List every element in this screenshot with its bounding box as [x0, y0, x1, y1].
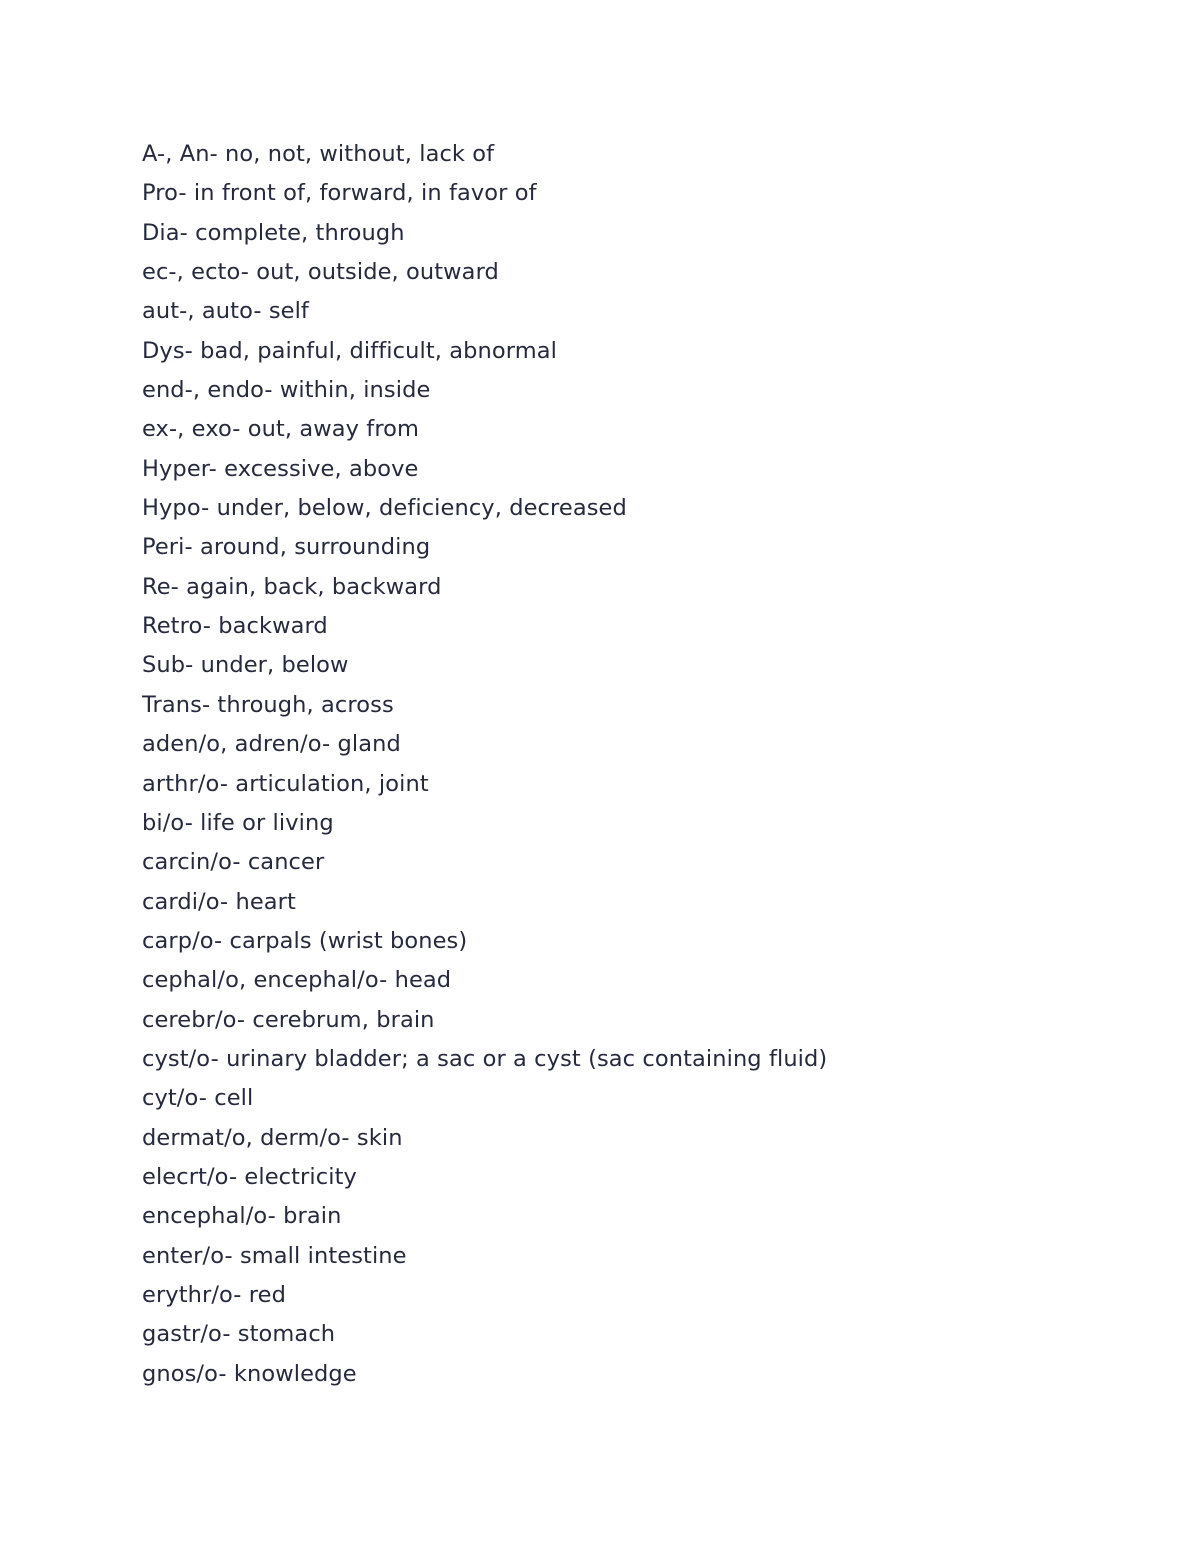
- term-line: enter/o- small intestine: [142, 1242, 407, 1269]
- term-line: Trans- through, across: [142, 691, 394, 718]
- term-list: [142, 135, 827, 1394]
- term-line: encephal/o- brain: [142, 1203, 342, 1230]
- term-line: Dys- bad, painful, difficult, abnormal: [142, 337, 557, 364]
- term-line: Re- again, back, backward: [142, 573, 442, 600]
- term-line: carp/o- carpals (wrist bones): [142, 927, 468, 954]
- term-line: Sub- under, below: [142, 652, 349, 679]
- term-line: Pro- in front of, forward, in favor of: [142, 180, 537, 207]
- term-line: erythr/o- red: [142, 1281, 286, 1308]
- term-line: gnos/o- knowledge: [142, 1360, 357, 1387]
- term-line: bi/o- life or living: [142, 809, 334, 836]
- term-line: carcin/o- cancer: [142, 849, 325, 876]
- term-line: Hyper- excessive, above: [142, 455, 419, 482]
- term-line: arthr/o- articulation, joint: [142, 770, 429, 797]
- term-line: cerebr/o- cerebrum, brain: [142, 1006, 435, 1033]
- term-line: aden/o, adren/o- gland: [142, 731, 401, 758]
- term-line: ex-, exo- out, away from: [142, 416, 420, 443]
- term-line: Retro- backward: [142, 613, 328, 640]
- term-line: Peri- around, surrounding: [142, 534, 431, 561]
- term-line: aut-, auto- self: [142, 298, 309, 325]
- term-line: gastr/o- stomach: [142, 1321, 336, 1348]
- term-line: cyt/o- cell: [142, 1085, 254, 1112]
- term-line: Hypo- under, below, deficiency, decreased: [142, 495, 627, 522]
- term-line: dermat/o, derm/o- skin: [142, 1124, 403, 1151]
- term-line: cyst/o- urinary bladder; a sac or a cyst (sac containing fluid): [142, 1045, 828, 1072]
- term-line: ec-, ecto- out, outside, outward: [142, 259, 499, 286]
- term-line: end-, endo- within, inside: [142, 377, 431, 404]
- term-line: cephal/o, encephal/o- head: [142, 967, 452, 994]
- term-line: A-, An- no, not, without, lack of: [142, 141, 495, 167]
- term-line: elecrt/o- electricity: [142, 1163, 357, 1190]
- term-line: Dia- complete, through: [142, 219, 405, 246]
- term-line: cardi/o- heart: [142, 888, 296, 915]
